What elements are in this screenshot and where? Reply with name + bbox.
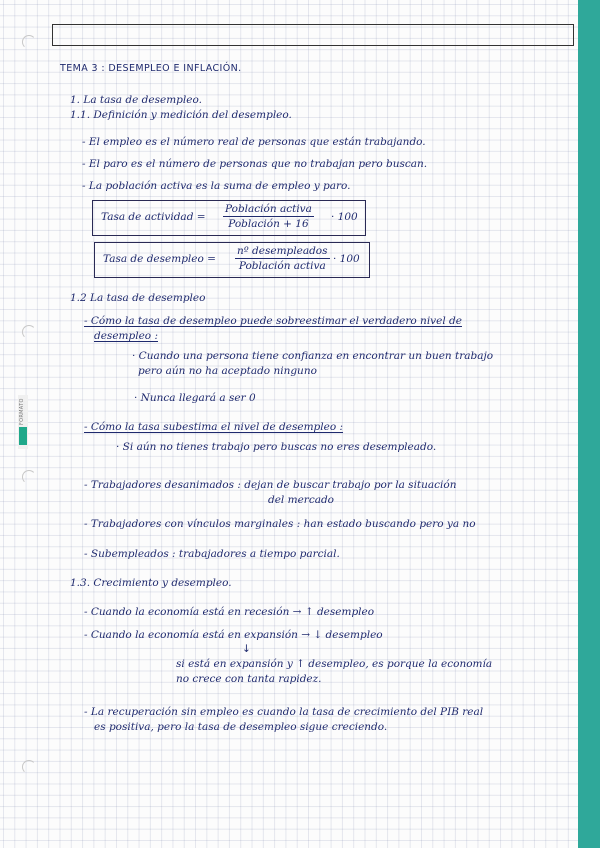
overestimate-question-cont: desempleo : — [94, 330, 158, 342]
formula-activity-denominator: Población + 16 — [228, 218, 309, 230]
formula-unemployment-denominator: Población activa — [238, 260, 326, 272]
discouraged-workers-cont: del mercado — [268, 494, 335, 506]
formula-activity-multiplier: · 100 — [331, 211, 358, 223]
header-box — [52, 24, 574, 46]
def-unemployment: - El paro es el número de personas que no trabajan pero buscan. — [82, 158, 428, 170]
marginal-workers: - Trabajadores con vínculos marginales : han estado buscando pero ya no — [84, 518, 476, 530]
side-badge — [18, 395, 28, 449]
underemployed: - Subempleados : trabajadores a tiempo parcial. — [84, 548, 340, 560]
section-1-1-heading: 1.1. Definición y medición del desempleo. — [70, 109, 292, 121]
punch-hole-mark — [22, 470, 36, 484]
section-1-3-heading: 1.3. Crecimiento y desempleo. — [70, 577, 232, 589]
formula-activity-label: Tasa de actividad = — [101, 211, 206, 223]
formula-unemployment-numerator: nº desempleados — [237, 245, 328, 257]
overestimate-answer-1: · Cuando una persona tiene confianza en encontrar un buen trabajo — [132, 350, 494, 362]
def-employment: - El empleo es el número real de personas que están trabajando. — [82, 136, 426, 148]
formula-unemployment-rate — [94, 242, 370, 278]
side-badge-text: FORMATO — [19, 398, 25, 425]
down-arrow: ↓ — [242, 643, 251, 655]
page-edge-strip — [578, 0, 600, 848]
overestimate-answer-2: · Nunca llegará a ser 0 — [134, 392, 256, 404]
expansion-line: - Cuando la economía está en expansión → ↓ desempleo — [84, 629, 383, 641]
jobless-recovery-2: es positiva, pero la tasa de desempleo sigue creciendo. — [94, 721, 388, 733]
punch-hole-mark — [22, 35, 36, 49]
recession-line: - Cuando la economía está en recesión → ↑ desempleo — [84, 606, 375, 618]
formula-activity-numerator: Población activa — [225, 203, 312, 215]
section-1-2-heading: 1.2 La tasa de desempleo — [70, 292, 206, 304]
overestimate-question: - Cómo la tasa de desempleo puede sobreestimar el verdadero nivel de — [84, 315, 462, 327]
expansion-note-2: no crece con tanta rapidez. — [176, 673, 322, 685]
underestimate-question: - Cómo la tasa subestima el nivel de desempleo : — [84, 421, 344, 433]
discouraged-workers: - Trabajadores desanimados : dejan de buscar trabajo por la situación — [84, 479, 457, 491]
section-1-heading: 1. La tasa de desempleo. — [70, 94, 202, 106]
side-badge-logo — [19, 427, 27, 445]
underestimate-answer: · Si aún no tienes trabajo pero buscas no eres desempleado. — [116, 441, 437, 453]
formula-unemployment-multiplier: · 100 — [333, 253, 360, 265]
jobless-recovery-1: - La recuperación sin empleo es cuando la tasa de crecimiento del PIB real — [84, 706, 484, 718]
punch-hole-mark — [22, 760, 36, 774]
formula-unemployment-label: Tasa de desempleo = — [103, 253, 216, 265]
punch-hole-mark — [22, 325, 36, 339]
def-active-population: - La población activa es la suma de empleo y paro. — [82, 180, 351, 192]
overestimate-answer-1-cont: pero aún no ha aceptado ninguno — [138, 365, 317, 377]
page-title: TEMA 3 : DESEMPLEO E INFLACIÓN. — [60, 63, 242, 74]
formula-activity-rate — [92, 200, 366, 236]
expansion-note-1: si está en expansión y ↑ desempleo, es porque la economía — [176, 658, 493, 670]
